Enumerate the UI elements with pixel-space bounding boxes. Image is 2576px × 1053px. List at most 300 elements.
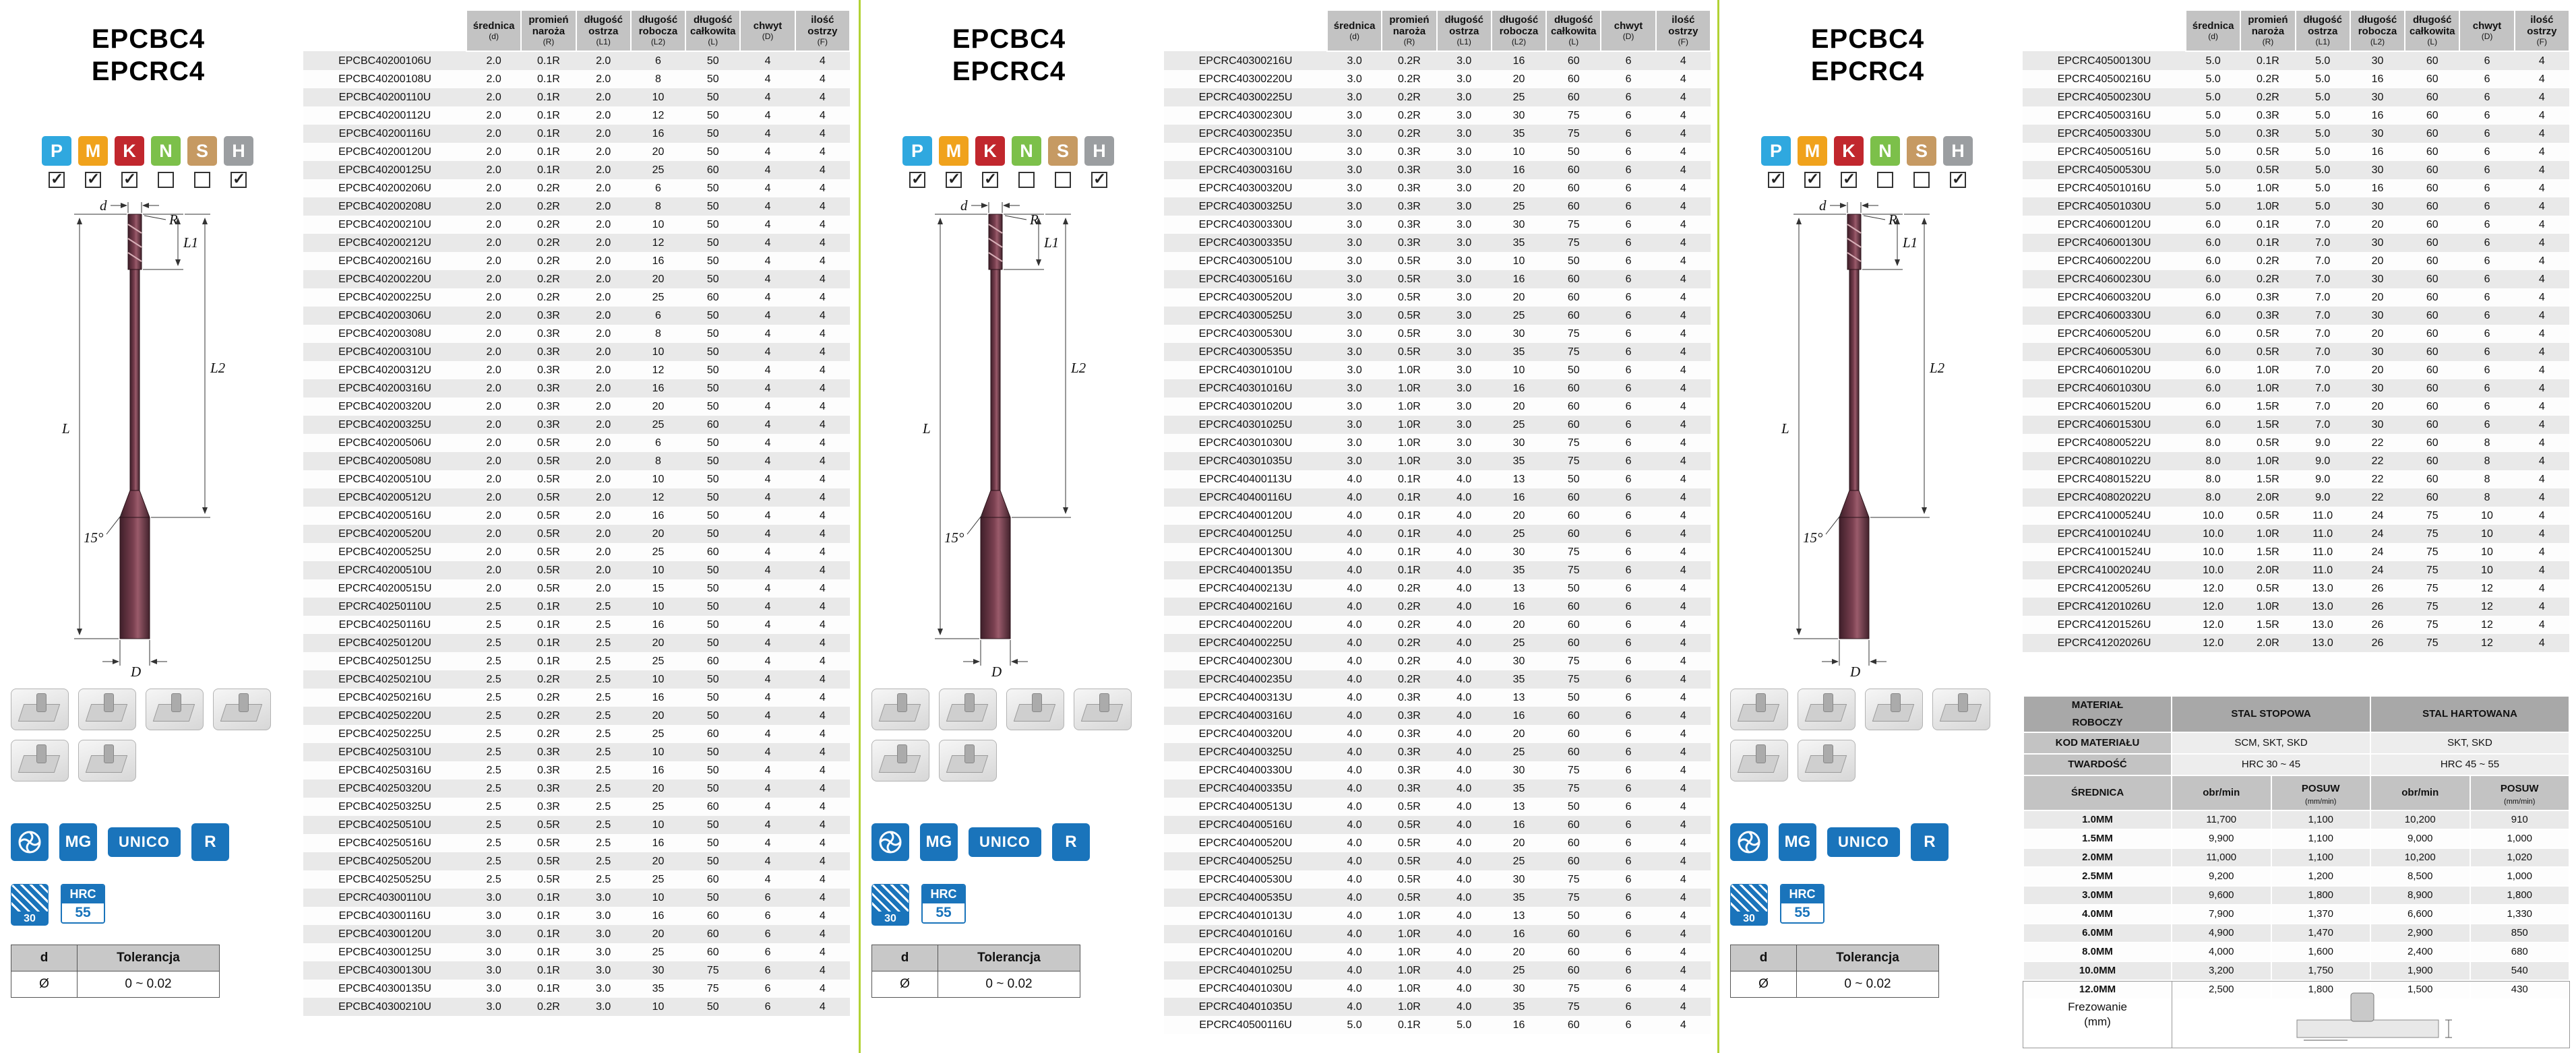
row-value: 2.5 xyxy=(466,689,521,707)
row-value: 0.1R xyxy=(1382,488,1436,507)
material-group-m xyxy=(939,136,969,188)
row-value: 4.0 xyxy=(1327,488,1382,507)
row-value: 4.0 xyxy=(1437,761,1492,779)
row-value: 4 xyxy=(1656,1016,1711,1034)
row-key: EPCBC40200120U xyxy=(303,143,466,161)
row-key: EPCBC40200210U xyxy=(303,216,466,234)
row-key: EPCRC40301010U xyxy=(1164,361,1327,379)
row-key: EPCRC40600530U xyxy=(2023,343,2186,361)
row-value: 4 xyxy=(1656,397,1711,416)
row-value: 60 xyxy=(2405,434,2459,452)
column-header-l1: długość ostrza (L1) xyxy=(576,10,631,51)
row-key: EPCRC40300525U xyxy=(1164,307,1327,325)
table-row xyxy=(303,889,850,907)
row-value: 2.0 xyxy=(576,543,631,561)
row-value: 6 xyxy=(1601,561,1655,579)
row-value: 10 xyxy=(631,598,685,616)
material-letter-box: P xyxy=(42,136,71,166)
code-column-header xyxy=(2023,10,2186,51)
row-value: 10 xyxy=(631,216,685,234)
row-value: 4 xyxy=(1656,543,1711,561)
row-value: 11.0 xyxy=(2296,561,2350,579)
unico-brand-badge: UNICO xyxy=(108,827,181,857)
row-value: 0.1R xyxy=(521,106,576,125)
row-value: 4.0 xyxy=(1327,961,1382,980)
row-value: 2.5 xyxy=(466,798,521,816)
table-row xyxy=(303,561,850,579)
row-value: 16 xyxy=(2350,70,2405,88)
material-checkbox xyxy=(194,172,210,188)
row-value: 0.3R xyxy=(1382,689,1436,707)
row-value: 3.0 xyxy=(1437,161,1492,179)
material-group-k xyxy=(115,136,144,188)
row-value: 4 xyxy=(2515,634,2569,652)
row-value: 4 xyxy=(795,689,850,707)
row-value: 50 xyxy=(685,434,740,452)
table-row xyxy=(1164,88,1711,106)
table-row xyxy=(2023,434,2569,452)
row-value: 6 xyxy=(1601,179,1655,197)
row-value: 0.1R xyxy=(1382,543,1436,561)
row-value: 0.2R xyxy=(521,197,576,216)
hardness-badge xyxy=(1780,884,1824,924)
material-checkbox xyxy=(1055,172,1071,188)
row-value: 50 xyxy=(1546,689,1601,707)
row-value: 60 xyxy=(2405,288,2459,307)
row-value: 4.0 xyxy=(1437,961,1492,980)
row-value: 4,000 xyxy=(2172,943,2271,961)
row-value: 0.2R xyxy=(521,725,576,743)
row-value: 6 xyxy=(1601,725,1655,743)
row-value: 60 xyxy=(685,925,740,943)
row-value: 50 xyxy=(685,88,740,106)
row-key: EPCBC40300125U xyxy=(303,943,466,961)
row-value: 11.0 xyxy=(2296,543,2350,561)
row-value: 4 xyxy=(1656,51,1711,70)
row-value: 50 xyxy=(685,743,740,761)
material-group-p xyxy=(902,136,932,188)
row-value: 60 xyxy=(1546,307,1601,325)
row-value: 4 xyxy=(740,834,795,852)
row-value: 4 xyxy=(1656,88,1711,106)
tolerance-header-d: d xyxy=(1731,945,1797,971)
row-value: 20 xyxy=(631,779,685,798)
row-value: 2.0 xyxy=(466,179,521,197)
table-row xyxy=(303,325,850,343)
dim-label-shank-d: D xyxy=(1850,664,1861,679)
row-value: 7,900 xyxy=(2172,905,2271,924)
row-value: 0.1R xyxy=(1382,525,1436,543)
row-value: 3.0 xyxy=(1327,288,1382,307)
row-value: 30 xyxy=(2350,234,2405,252)
row-value: 0.1R xyxy=(521,51,576,70)
row-value: 4.0 xyxy=(1437,980,1492,998)
row-value: 4 xyxy=(2515,106,2569,125)
table-row xyxy=(1164,252,1711,270)
row-value: 1,500 xyxy=(2370,980,2470,999)
table-row xyxy=(2023,867,2569,886)
row-value: 0.5R xyxy=(521,488,576,507)
row-value: 10 xyxy=(631,470,685,488)
material-letter-box: P xyxy=(902,136,932,166)
material-checkbox xyxy=(158,172,174,188)
row-value: 3.0 xyxy=(1437,179,1492,197)
row-value: 4 xyxy=(1656,761,1711,779)
row-value: 5.0 xyxy=(2186,106,2240,125)
row-value: 60 xyxy=(2405,234,2459,252)
row-value: 1,100 xyxy=(2271,848,2371,867)
row-value: 4 xyxy=(795,870,850,889)
row-value: 2.0 xyxy=(466,88,521,106)
table-row xyxy=(1164,816,1711,834)
row-value: 0.5R xyxy=(521,834,576,852)
row-value: 0.5R xyxy=(1382,325,1436,343)
row-value: 0.5R xyxy=(521,870,576,889)
row-value: 75 xyxy=(1546,234,1601,252)
row-value: 4 xyxy=(795,343,850,361)
row-value: 6 xyxy=(2459,51,2514,70)
row-value: 6 xyxy=(1601,307,1655,325)
row-value: 0.5R xyxy=(521,470,576,488)
row-value: 7.0 xyxy=(2296,234,2350,252)
table-row xyxy=(2023,829,2569,848)
row-value: 0.1R xyxy=(2240,216,2295,234)
row-value: 2.5 xyxy=(576,670,631,689)
row-value: 0.1R xyxy=(521,961,576,980)
row-value: 2.5 xyxy=(466,634,521,652)
row-value: 6 xyxy=(1601,252,1655,270)
dim-label-d: d xyxy=(1819,197,1827,214)
row-value: 3.0 xyxy=(1327,125,1382,143)
row-value: 75 xyxy=(1546,980,1601,998)
row-value: 4 xyxy=(740,270,795,288)
row-value: 25 xyxy=(631,652,685,670)
row-value: 1.5R xyxy=(2240,543,2295,561)
row-value: 6 xyxy=(1601,834,1655,852)
row-value: 60 xyxy=(2405,452,2459,470)
row-value: 30 xyxy=(631,961,685,980)
row-value: 4.0 xyxy=(1437,652,1492,670)
row-key: EPCRC40401025U xyxy=(1164,961,1327,980)
table-row xyxy=(2023,161,2569,179)
row-value: 0.2R xyxy=(521,216,576,234)
row-value: 7.0 xyxy=(2296,343,2350,361)
row-value: 4 xyxy=(795,707,850,725)
table-row xyxy=(2023,924,2569,943)
row-value: 1.0R xyxy=(1382,452,1436,470)
table-row xyxy=(2023,361,2569,379)
row-value: 3.0 xyxy=(1327,252,1382,270)
row-value: 0.5R xyxy=(1382,870,1436,889)
row-value: 50 xyxy=(685,998,740,1016)
hardness-range: HRC 30 ~ 45 xyxy=(2172,754,2370,775)
unico-brand-badge: UNICO xyxy=(1827,827,1900,857)
feed-unit: (mm/min) xyxy=(2504,797,2536,806)
row-value: 4 xyxy=(2515,598,2569,616)
row-value: 50 xyxy=(685,179,740,197)
row-value: 2.0 xyxy=(466,488,521,507)
row-key: EPCRC40300225U xyxy=(1164,88,1327,106)
slot-milling-icon xyxy=(1730,689,1788,730)
row-key: EPCRC40802022U xyxy=(2023,488,2186,507)
row-value: 4 xyxy=(740,870,795,889)
row-value: 2.0 xyxy=(466,452,521,470)
row-value: 3.0 xyxy=(1437,416,1492,434)
row-value: 6 xyxy=(1601,125,1655,143)
row-key: EPCBC40200506U xyxy=(303,434,466,452)
row-key: EPCRC40600320U xyxy=(2023,288,2186,307)
row-value: 2.5 xyxy=(466,761,521,779)
row-value: 0.3R xyxy=(521,379,576,397)
row-key: EPCRC40400125U xyxy=(1164,525,1327,543)
row-value: 6.0 xyxy=(2186,397,2240,416)
table-row xyxy=(1164,961,1711,980)
row-value: 4 xyxy=(2515,234,2569,252)
row-value: 6 xyxy=(1601,870,1655,889)
row-value: 30 xyxy=(1492,325,1546,343)
row-value: 0.2R xyxy=(521,998,576,1016)
table-row xyxy=(1164,216,1711,234)
table-row xyxy=(303,434,850,452)
material-group-m xyxy=(1798,136,1827,188)
row-key: EPCBC40300130U xyxy=(303,961,466,980)
series-name: EPCRC4 xyxy=(952,57,1066,86)
row-value: 2.5 xyxy=(576,616,631,634)
row-value: 6 xyxy=(1601,889,1655,907)
row-value: 60 xyxy=(2405,270,2459,288)
row-value: 4 xyxy=(1656,307,1711,325)
row-key: EPCBC40200212U xyxy=(303,234,466,252)
row-value: 10 xyxy=(631,998,685,1016)
row-value: 1.0R xyxy=(2240,361,2295,379)
row-value: 60 xyxy=(2405,470,2459,488)
material-letter-box: K xyxy=(975,136,1005,166)
row-value: 0.5R xyxy=(1382,343,1436,361)
row-value: 30 xyxy=(1492,761,1546,779)
row-value: 0.2R xyxy=(1382,70,1436,88)
row-value: 1,800 xyxy=(2470,886,2570,905)
row-value: 25 xyxy=(631,943,685,961)
row-key: 3.0MM xyxy=(2023,886,2172,905)
row-value: 4 xyxy=(795,197,850,216)
row-value: 0.5R xyxy=(1382,252,1436,270)
row-value: 0.2R xyxy=(521,689,576,707)
row-value: 2.0 xyxy=(466,51,521,70)
row-value: 4 xyxy=(1656,161,1711,179)
row-value: 4.0 xyxy=(1327,889,1382,907)
row-value: 11,700 xyxy=(2172,810,2271,829)
row-value: 2.5 xyxy=(466,670,521,689)
row-value: 75 xyxy=(1546,106,1601,125)
row-value: 20 xyxy=(631,634,685,652)
row-key: EPCBC40200106U xyxy=(303,51,466,70)
row-value: 5.0 xyxy=(2186,179,2240,197)
feature-badges-row xyxy=(1730,823,1949,861)
row-value: 5.0 xyxy=(2296,88,2350,106)
row-value: 4 xyxy=(795,561,850,579)
table-row xyxy=(1164,834,1711,852)
row-key: EPCRC40601520U xyxy=(2023,397,2186,416)
column-header-l1: długość ostrza (L1) xyxy=(2296,10,2350,51)
row-value: 4 xyxy=(795,488,850,507)
row-value: 6 xyxy=(1601,143,1655,161)
row-value: 35 xyxy=(1492,452,1546,470)
row-value: 1,000 xyxy=(2470,829,2570,848)
table-row xyxy=(303,652,850,670)
row-value: 4 xyxy=(1656,179,1711,197)
row-value: 2.5 xyxy=(466,816,521,834)
row-value: 6 xyxy=(1601,161,1655,179)
table-row xyxy=(2023,416,2569,434)
table-row xyxy=(303,870,850,889)
row-value: 75 xyxy=(1546,652,1601,670)
row-value: 3.0 xyxy=(466,980,521,998)
row-key: EPCBC40250316U xyxy=(303,761,466,779)
row-value: 4 xyxy=(740,507,795,525)
row-key: EPCRC40300516U xyxy=(1164,270,1327,288)
row-value: 6 xyxy=(1601,798,1655,816)
row-value: 6 xyxy=(1601,634,1655,652)
table-row xyxy=(303,725,850,743)
row-key: EPCRC40401035U xyxy=(1164,998,1327,1016)
row-key: EPCRC40601530U xyxy=(2023,416,2186,434)
row-value: 60 xyxy=(2405,307,2459,325)
row-value: 1.0R xyxy=(1382,397,1436,416)
row-value: 20 xyxy=(1492,70,1546,88)
row-value: 2.0 xyxy=(576,161,631,179)
column-header-d: średnica (d) xyxy=(2186,10,2240,51)
row-value: 1,900 xyxy=(2370,961,2470,980)
row-value: 60 xyxy=(2405,197,2459,216)
row-key: EPCBC40200116U xyxy=(303,125,466,143)
row-value: 4.0 xyxy=(1327,543,1382,561)
row-key: EPCRC40400530U xyxy=(1164,870,1327,889)
table-row xyxy=(1164,343,1711,361)
row-value: 4 xyxy=(1656,106,1711,125)
row-value: 6 xyxy=(1601,343,1655,361)
row-value: 6 xyxy=(1601,980,1655,998)
row-key: EPCBC40200220U xyxy=(303,270,466,288)
series-name: EPCRC4 xyxy=(1810,57,1925,86)
row-value: 2.0 xyxy=(466,507,521,525)
row-value: 2.0 xyxy=(576,361,631,379)
material-group-h xyxy=(224,136,253,188)
table-row xyxy=(1164,507,1711,525)
table-row xyxy=(2023,634,2569,652)
row-value: 4 xyxy=(1656,779,1711,798)
row-value: 4 xyxy=(1656,561,1711,579)
row-value: 0.5R xyxy=(521,852,576,870)
row-value: 2.0 xyxy=(576,88,631,106)
table-row xyxy=(303,343,850,361)
row-value: 3.0 xyxy=(1327,361,1382,379)
row-value: 6 xyxy=(2459,325,2514,343)
slot-milling-icon xyxy=(871,689,929,730)
row-value: 20 xyxy=(1492,179,1546,197)
row-key: EPCBC40200512U xyxy=(303,488,466,507)
table-row xyxy=(1164,307,1711,325)
row-value: 1.0R xyxy=(2240,598,2295,616)
row-value: 4 xyxy=(740,51,795,70)
row-value: 35 xyxy=(1492,779,1546,798)
row-key: EPCBC40250116U xyxy=(303,616,466,634)
row-value: 2.0 xyxy=(466,106,521,125)
row-value: 2.5 xyxy=(466,870,521,889)
row-value: 2.5 xyxy=(466,779,521,798)
row-value: 4 xyxy=(740,452,795,470)
row-value: 60 xyxy=(2405,252,2459,270)
row-value: 10 xyxy=(2459,543,2514,561)
row-value: 22 xyxy=(2350,470,2405,488)
column-header-r: promień naroża (R) xyxy=(2240,10,2295,51)
row-value: 2.5 xyxy=(576,743,631,761)
row-value: 4.0 xyxy=(1437,670,1492,689)
row-value: 2.0R xyxy=(2240,561,2295,579)
row-value: 6 xyxy=(2459,343,2514,361)
row-value: 1.5R xyxy=(2240,416,2295,434)
row-value: 4 xyxy=(795,507,850,525)
row-value: 2.0 xyxy=(576,579,631,598)
row-value: 6 xyxy=(2459,216,2514,234)
row-value: 12 xyxy=(2459,579,2514,598)
row-value: 4 xyxy=(795,125,850,143)
dim-label-l2: L2 xyxy=(210,360,226,376)
table-row xyxy=(303,598,850,616)
row-value: 11.0 xyxy=(2296,507,2350,525)
row-value: 4 xyxy=(795,652,850,670)
row-value: 4,900 xyxy=(2172,924,2271,943)
row-value: 0.3R xyxy=(521,361,576,379)
row-value: 20 xyxy=(2350,397,2405,416)
row-key: EPCRC41000524U xyxy=(2023,507,2186,525)
row-value: 4 xyxy=(795,307,850,325)
table-row xyxy=(1164,51,1711,70)
row-value: 12 xyxy=(2459,598,2514,616)
row-value: 50 xyxy=(685,252,740,270)
table-row xyxy=(2023,379,2569,397)
row-value: 3.0 xyxy=(1437,234,1492,252)
row-value: 1,750 xyxy=(2271,961,2371,980)
row-value: 6 xyxy=(631,307,685,325)
row-value: 7.0 xyxy=(2296,216,2350,234)
row-value: 6 xyxy=(631,434,685,452)
row-value: 12.0 xyxy=(2186,598,2240,616)
coating-r-badge: R xyxy=(1911,823,1949,861)
row-value: 0.3R xyxy=(1382,761,1436,779)
row-value: 30 xyxy=(1492,216,1546,234)
row-value: 2.0 xyxy=(466,379,521,397)
row-value: 2.0 xyxy=(466,361,521,379)
row-value: 2.0 xyxy=(466,434,521,452)
row-value: 4 xyxy=(740,561,795,579)
row-value: 4.0 xyxy=(1437,525,1492,543)
row-value: 16 xyxy=(1492,270,1546,288)
row-value: 2.0 xyxy=(466,216,521,234)
row-value: 12.0 xyxy=(2186,579,2240,598)
milling-label xyxy=(2023,982,2172,1048)
feed-label: POSUW xyxy=(2301,782,2340,794)
row-value: 20 xyxy=(1492,397,1546,416)
table-row xyxy=(1164,689,1711,707)
row-value: 4 xyxy=(795,179,850,197)
row-value: 4.0 xyxy=(1327,907,1382,925)
row-value: 75 xyxy=(1546,761,1601,779)
row-value: 10 xyxy=(2459,525,2514,543)
row-value: 2.0 xyxy=(466,197,521,216)
row-value: 4 xyxy=(2515,543,2569,561)
row-value: 9,600 xyxy=(2172,886,2271,905)
row-value: 0.1R xyxy=(521,907,576,925)
